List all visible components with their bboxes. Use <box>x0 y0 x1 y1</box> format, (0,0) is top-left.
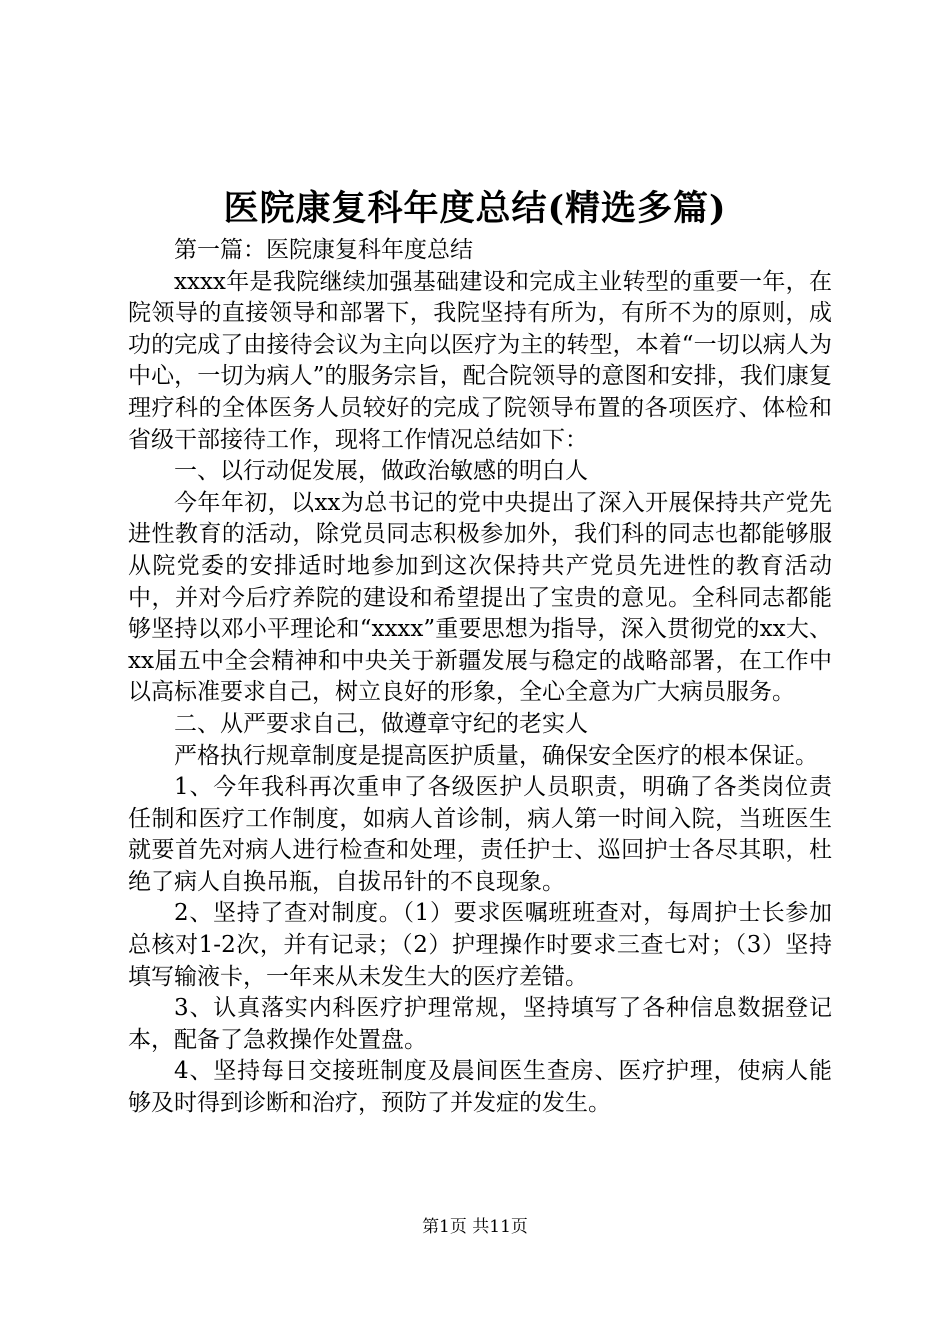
paragraph: 3、认真落实内科医疗护理常规，坚持填写了各种信息数据登记本，配备了急救操作处置盘。 <box>128 995 832 1053</box>
paragraph: 严格执行规章制度是提高医护质量，确保安全医疗的根本保证。 <box>174 742 818 769</box>
paragraph: 今年年初，以xx为总书记的党中央提出了深入开展保持共产党先进性教育的活动，除党员同志积极参加外，我们科的同志也都能够服从院党委的安排适时地参加到这次保持共产党员先进性的教育活动中，并对今后疗养院的建设和希望提出了宝贵的意见。全科同志都能够坚持以邓小平理论和“xxxx”重要思想为指导，深入贯彻党的xx大、xx届五中全会精神和中央关于新疆发展与稳定的战略部署，在工作中以高标准要求自己，树立良好的形象，全心全意为广大病员服务。 <box>128 489 833 706</box>
section-heading: 一、以行动促发展，做政治敏感的明白人 <box>174 458 588 485</box>
page-footer: 第1页 共11页 <box>422 1217 528 1237</box>
document-body <box>128 235 832 1120</box>
paragraph: xxxx年是我院继续加强基础建设和完成主业转型的重要一年，在院领导的直接领导和部署下，我院坚持有所为，有所不为的原则，成功的完成了由接待会议为主向以医疗为主的转型，本着“一切以病人为中心，一切为病人”的服务宗旨，配合院领导的意图和安排，我们康复理疗科的全体医务人员较好的完成了院领导布置的各项医疗、体检和省级干部接待工作，现将工作情况总结如下： <box>128 268 832 453</box>
paragraph: 1、今年我科再次重申了各级医护人员职责，明确了各类岗位责任制和医疗工作制度，如病人首诊制，病人第一时间入院，当班医生就要首先对病人进行检查和处理，责任护士、巡回护士各尽其职，杜绝了病人自换吊瓶，自拔吊针的不良现象。 <box>128 774 832 895</box>
section-heading: 二、从严要求自己，做遵章守纪的老实人 <box>174 710 588 737</box>
document-title: 医院康复科年度总结(精选多篇) <box>223 188 727 229</box>
paragraph: 4、坚持每日交接班制度及晨间医生查房、医疗护理，使病人能够及时得到诊断和治疗，预防了并发症的发生。 <box>128 1058 832 1117</box>
paragraph: 2、坚持了查对制度。（1）要求医嘱班班查对，每周护士长参加总核对1-2次，并有记录；（2）护理操作时要求三查七对；（3）坚持填写输液卡，一年来从未发生大的医疗差错。 <box>128 900 832 990</box>
section-heading: 第一篇：医院康复科年度总结 <box>174 237 473 263</box>
